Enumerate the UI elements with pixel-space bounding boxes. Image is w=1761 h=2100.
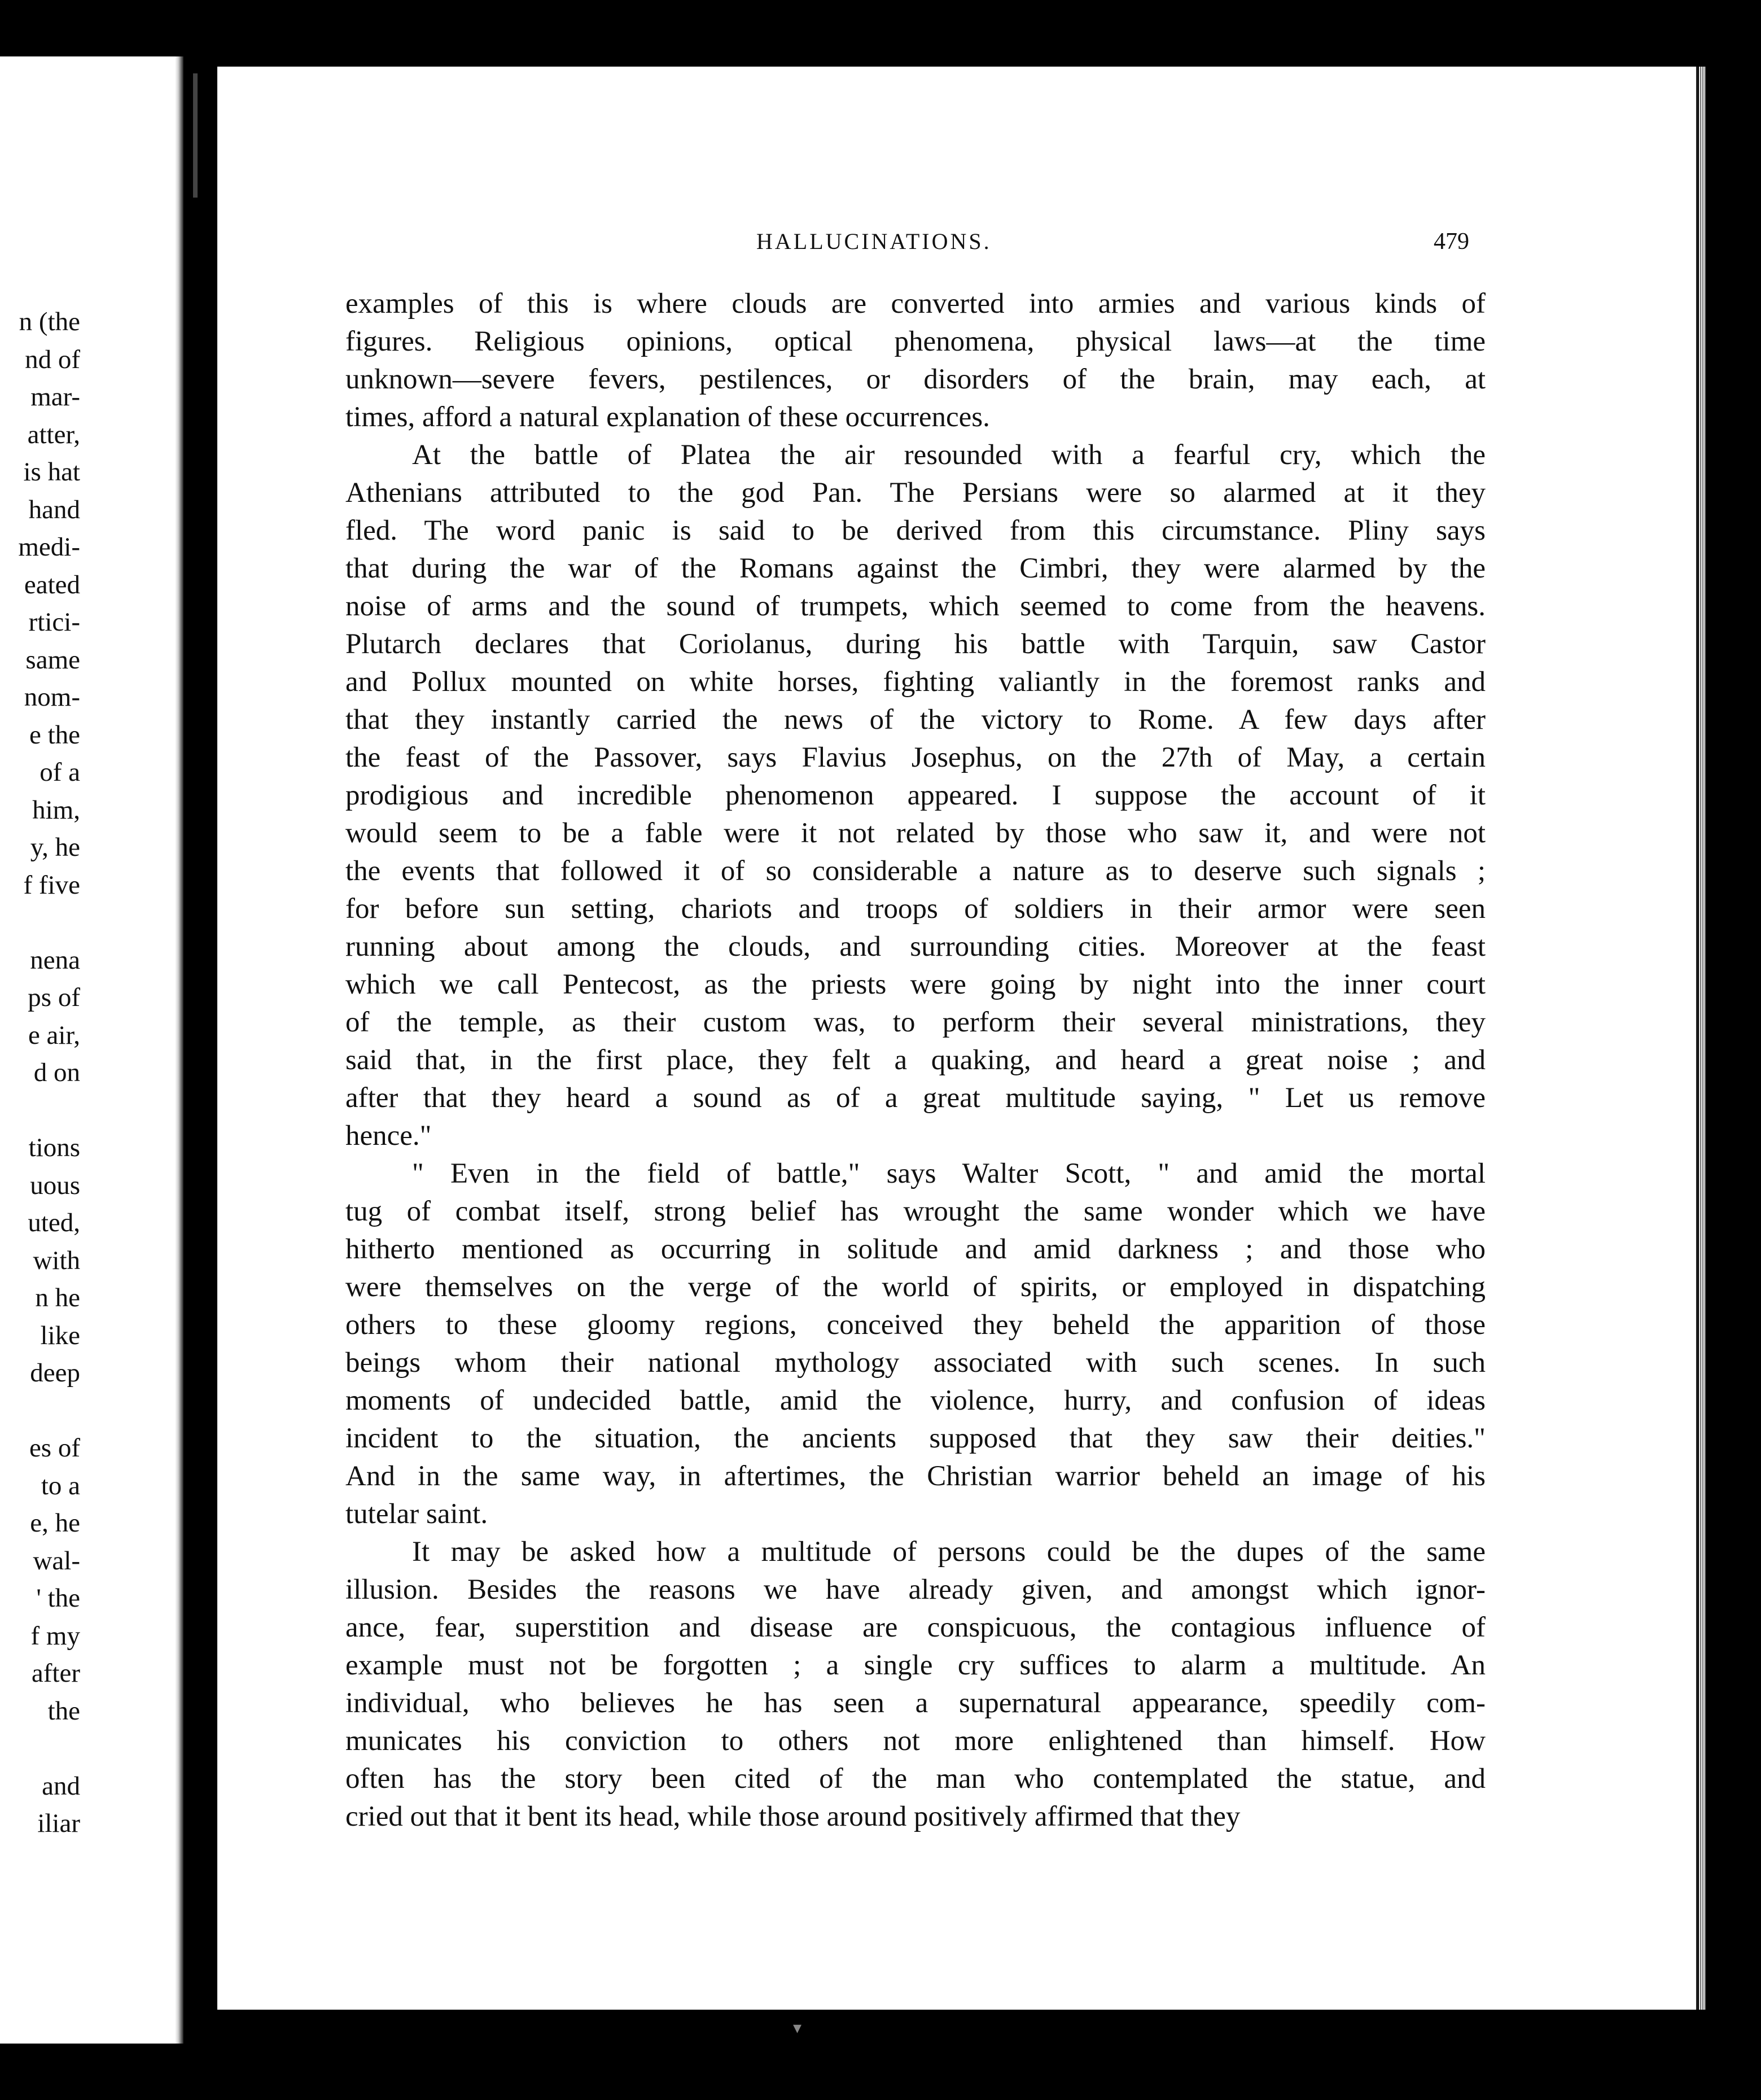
facing-page-fragment: e air, bbox=[28, 1020, 80, 1050]
page-gutter-shadow bbox=[175, 56, 183, 2044]
facing-page-fragment: to a bbox=[41, 1471, 80, 1500]
text-line: prodigious and incredible phenomenon appeared. I suppose the account of it bbox=[345, 780, 1486, 811]
facing-page-fragment: n (the bbox=[19, 307, 80, 336]
facing-page-fragment: uous bbox=[30, 1170, 80, 1200]
facing-page-fragment: deep bbox=[30, 1358, 80, 1388]
facing-page-fragment: n he bbox=[35, 1283, 80, 1313]
text-line: tutelar saint. bbox=[345, 1498, 488, 1530]
facing-page-fragment: hand bbox=[28, 495, 80, 524]
facing-page-fragment: e, he bbox=[30, 1508, 80, 1538]
text-line: hence." bbox=[345, 1120, 432, 1152]
running-head: HALLUCINATIONS. bbox=[756, 229, 992, 254]
facing-page-fragment: is hat bbox=[23, 457, 80, 487]
facing-page-fragment: same bbox=[25, 645, 80, 675]
facing-page-fragment: with bbox=[33, 1245, 80, 1275]
facing-page-fragment: iliar bbox=[37, 1809, 80, 1838]
text-line: noise of arms and the sound of trumpets, which seemed to come from the heavens. bbox=[345, 590, 1486, 622]
text-line: running about among the clouds, and surrounding cities. Moreover at the feast bbox=[345, 931, 1486, 963]
text-line: moments of undecided battle, amid the violence, hurry, and confusion of ideas bbox=[345, 1385, 1486, 1416]
facing-page-fragment: him, bbox=[32, 795, 80, 825]
text-line: fled. The word panic is said to be derived from this circumstance. Pliny says bbox=[345, 515, 1486, 546]
facing-page-fragment: nom- bbox=[24, 683, 80, 712]
text-line: Athenians attributed to the god Pan. The Persians were so alarmed at it they bbox=[345, 477, 1486, 509]
page-number: 479 bbox=[1434, 229, 1469, 255]
text-line: hitherto mentioned as occurring in solitude and amid darkness ; and those who bbox=[345, 1233, 1486, 1265]
text-line: said that, in the first place, they felt a quaking, and heard a great noise ; and bbox=[345, 1044, 1486, 1076]
text-line: cried out that it bent its head, while those around positively affirmed that they bbox=[345, 1801, 1241, 1832]
text-line: that during the war of the Romans against the Cimbri, they were alarmed by the bbox=[345, 553, 1486, 584]
text-line: And in the same way, in aftertimes, the Christian warrior beheld an image of his bbox=[345, 1460, 1486, 1492]
text-line: It may be asked how a multitude of persons could be the dupes of the same bbox=[412, 1536, 1486, 1568]
text-line: would seem to be a fable were it not related by those who saw it, and were not bbox=[345, 817, 1486, 849]
text-line: incident to the situation, the ancients supposed that they saw their deities." bbox=[345, 1423, 1486, 1454]
text-line: that they instantly carried the news of the victory to Rome. A few days after bbox=[345, 704, 1486, 736]
spine-mark bbox=[193, 73, 198, 198]
facing-page-fragment: y, he bbox=[30, 833, 80, 862]
facing-page-fragment: f my bbox=[30, 1621, 80, 1651]
facing-page-fragment: of a bbox=[40, 758, 80, 787]
facing-page-fragment: medi- bbox=[18, 532, 80, 562]
facing-page-fragment: ' the bbox=[36, 1583, 80, 1613]
text-line: times, afford a natural explanation of these occurrences. bbox=[345, 401, 990, 433]
facing-page-fragment: eated bbox=[24, 570, 80, 600]
facing-page-fragment: d on bbox=[33, 1058, 80, 1087]
facing-page-fragment: and bbox=[42, 1771, 80, 1801]
text-line: the events that followed it of so considerable a nature as to deserve such signals ; bbox=[345, 855, 1486, 887]
text-line: Plutarch declares that Coriolanus, during his battle with Tarquin, saw Castor bbox=[345, 628, 1486, 660]
facing-page-fragment: ps of bbox=[28, 983, 80, 1012]
facing-page-fragment: after bbox=[31, 1659, 80, 1688]
text-line: often has the story been cited of the man who contemplated the statue, and bbox=[345, 1763, 1486, 1795]
facing-page-fragment: es of bbox=[29, 1433, 80, 1463]
text-line: were themselves on the verge of the world of spirits, or employed in dispatching bbox=[345, 1271, 1486, 1303]
facing-page-fragment: nd of bbox=[25, 344, 80, 374]
text-line: " Even in the field of battle," says Walter Scott, " and amid the mortal bbox=[412, 1158, 1486, 1189]
facing-page-fragment: tions bbox=[28, 1133, 80, 1162]
text-line: examples of this is where clouds are converted into armies and various kinds of bbox=[345, 288, 1486, 320]
facing-page-fragment: uted, bbox=[28, 1208, 80, 1237]
text-line: figures. Religious opinions, optical phenomena, physical laws—at the time bbox=[345, 326, 1486, 357]
facing-page-fragment: like bbox=[40, 1320, 80, 1350]
facing-page-fragment: nena bbox=[30, 945, 80, 975]
text-line: which we call Pentecost, as the priests were going by night into the inner court bbox=[345, 969, 1486, 1000]
text-line: unknown—severe fevers, pestilences, or disorders of the brain, may each, at bbox=[345, 364, 1486, 395]
text-line: individual, who believes he has seen a supernatural appearance, speedily com- bbox=[345, 1687, 1486, 1719]
text-line: for before sun setting, chariots and troops of soldiers in their armor were seen bbox=[345, 893, 1486, 925]
facing-page-fragment: f five bbox=[23, 870, 80, 900]
text-line: At the battle of Platea the air resounded with a fearful cry, which the bbox=[412, 439, 1486, 471]
facing-page-fragment: the bbox=[47, 1696, 80, 1726]
text-line: example must not be forgotten ; a single cry suffices to alarm a multitude. An bbox=[345, 1650, 1486, 1681]
text-line: and Pollux mounted on white horses, fighting valiantly in the foremost ranks and bbox=[345, 666, 1486, 698]
text-line: the feast of the Passover, says Flavius Josephus, on the 27th of May, a certain bbox=[345, 742, 1486, 773]
text-line: after that they heard a sound as of a great multitude saying, " Let us remove bbox=[345, 1082, 1486, 1114]
facing-page-fragment: rtici- bbox=[28, 607, 80, 637]
facing-page-fragment: e the bbox=[29, 720, 80, 750]
text-line: tug of combat itself, strong belief has wrought the same wonder which we have bbox=[345, 1196, 1486, 1227]
text-line: municates his conviction to others not more enlightened than himself. How bbox=[345, 1725, 1486, 1757]
facing-page bbox=[0, 56, 183, 2044]
facing-page-fragment: mar- bbox=[30, 382, 80, 412]
text-line: of the temple, as their custom was, to perform their several ministrations, they bbox=[345, 1007, 1486, 1038]
facing-page-fragment: wal- bbox=[33, 1546, 80, 1576]
facing-page-fragment: atter, bbox=[27, 419, 80, 449]
text-line: ance, fear, superstition and disease are conspicuous, the contagious influence of bbox=[345, 1612, 1486, 1643]
text-line: others to these gloomy regions, conceived they beheld the apparition of those bbox=[345, 1309, 1486, 1341]
ornament-mark: ▾ bbox=[793, 2019, 802, 2037]
page-edge bbox=[1699, 67, 1706, 2010]
text-line: beings whom their national mythology associated with such scenes. In such bbox=[345, 1347, 1486, 1379]
text-line: illusion. Besides the reasons we have already given, and amongst which ignor- bbox=[345, 1574, 1486, 1605]
